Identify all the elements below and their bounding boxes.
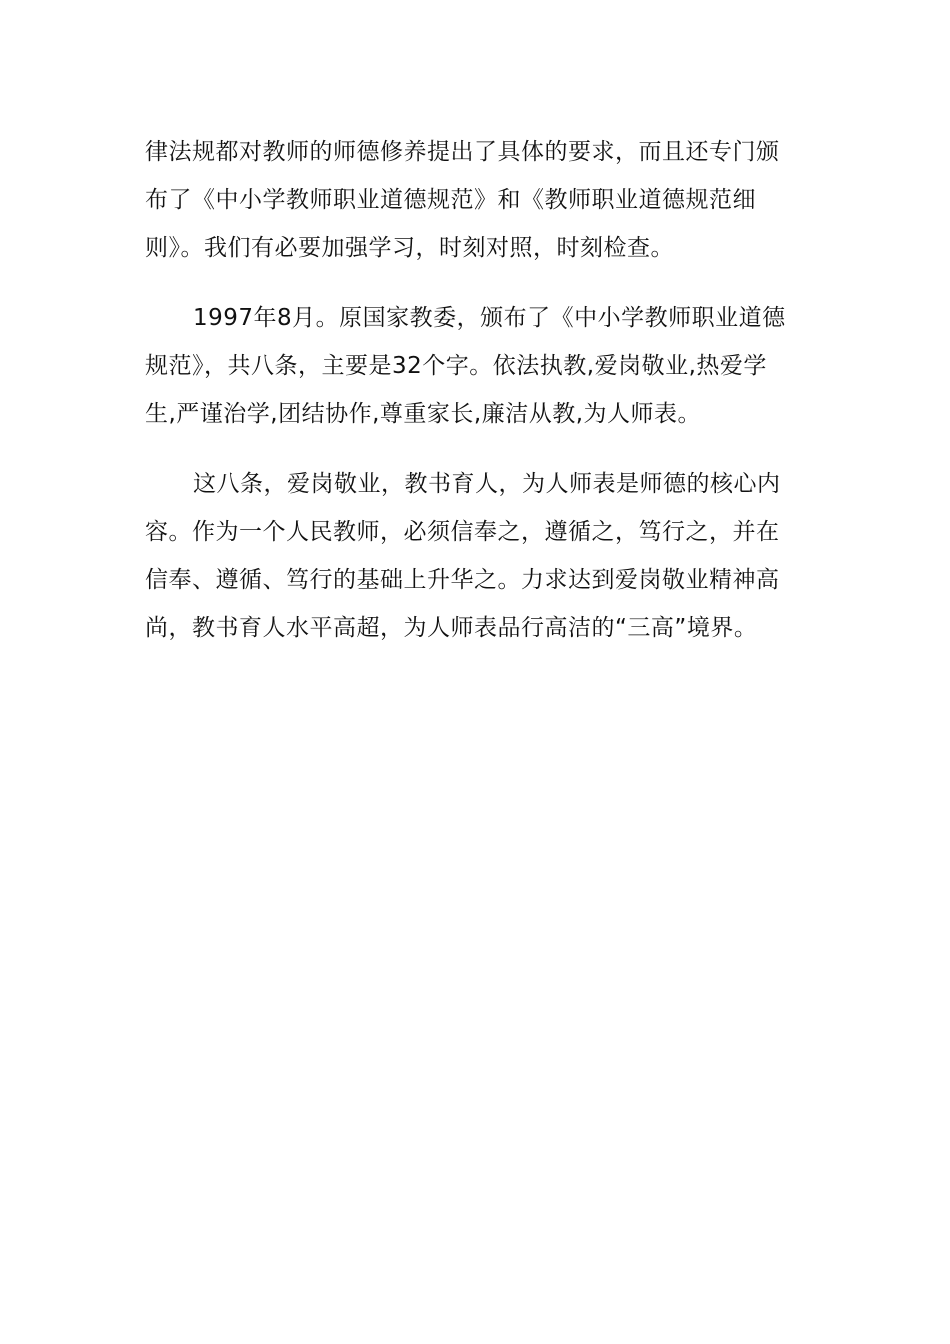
text-line: 信奉、遵循、笃行的基础上升华之。力求达到爱岗敬业精神高 [145, 567, 780, 593]
paragraph-3 [145, 460, 810, 652]
text-line: 尚，教书育人水平高超，为人师表品行高洁的“三高”境界。 [145, 615, 758, 641]
document-body [145, 128, 810, 652]
text-line: 生,严谨治学,团结协作,尊重家长,廉洁从教,为人师表。 [145, 401, 702, 427]
text-line: 规范》，共八条，主要是32个字。依法执教,爱岗敬业,热爱学 [145, 353, 767, 379]
text-line: 律法规都对教师的师德修养提出了具体的要求，而且还专门颁 [145, 139, 780, 165]
text-line: 容。作为一个人民教师，必须信奉之，遵循之，笃行之，并在 [145, 519, 780, 545]
text-line: 1997年8月。原国家教委，颁布了《中小学教师职业道德 [193, 305, 786, 331]
paragraph-1 [145, 128, 810, 272]
text-line: 这八条，爱岗敬业，教书育人，为人师表是师德的核心内 [193, 471, 781, 497]
paragraph-2 [145, 294, 810, 438]
text-line: 则》。我们有必要加强学习，时刻对照，时刻检查。 [145, 235, 674, 261]
text-line: 布了《中小学教师职业道德规范》和《教师职业道德规范细 [145, 187, 756, 213]
